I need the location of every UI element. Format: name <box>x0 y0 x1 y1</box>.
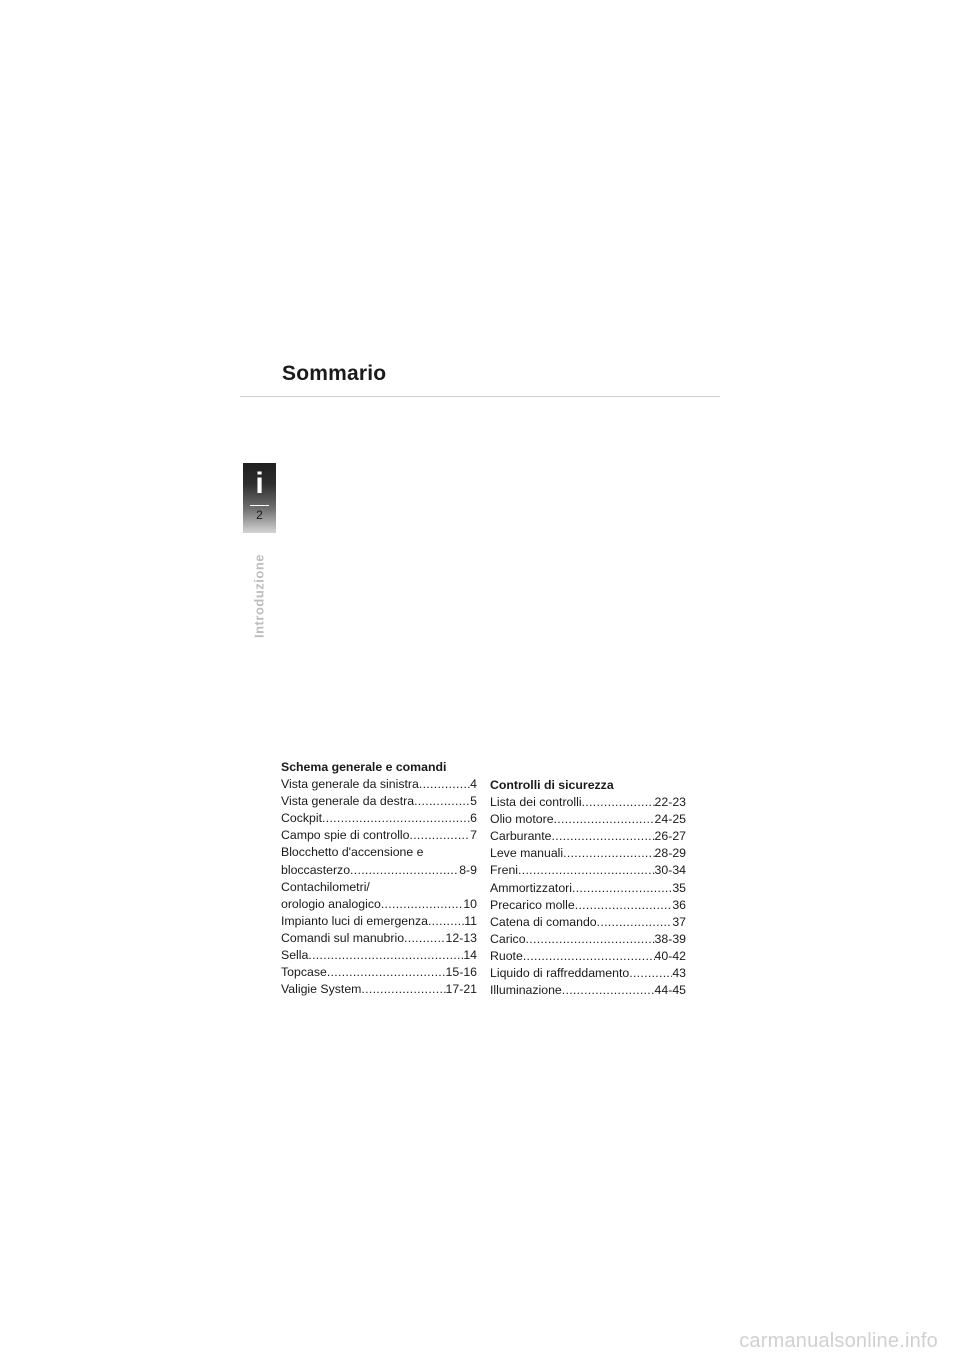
toc-leader-dots <box>419 776 470 793</box>
toc-leader-dots <box>414 793 470 810</box>
toc-entry-page: 43 <box>672 966 686 981</box>
toc-entry-label: Freni <box>490 863 519 878</box>
toc-entry-page: 14 <box>463 948 477 963</box>
toc-entry-label: Illuminazione <box>490 983 562 998</box>
toc-entry-label: Catena di comando <box>490 914 597 929</box>
toc-leader-dots <box>523 948 655 965</box>
toc-leader-dots <box>410 827 471 844</box>
toc-entry <box>490 880 686 897</box>
toc-entry <box>281 964 477 981</box>
toc-entry-page: 11 <box>464 913 477 928</box>
toc-leader-dots <box>554 811 655 828</box>
toc-leader-dots <box>327 964 446 981</box>
toc-entry-label: Carico <box>490 931 526 946</box>
toc-entry-label: Carburante <box>490 829 552 844</box>
toc-entry-page: 5 <box>470 794 477 809</box>
toc-leader-dots <box>562 982 655 999</box>
toc-entry-page: 26-27 <box>654 829 686 844</box>
toc-leader-dots <box>572 880 672 897</box>
toc-entry <box>281 793 477 810</box>
chapter-section-label: Introduzione <box>251 554 267 638</box>
toc-entry <box>490 982 686 999</box>
toc-entry-page: 30-34 <box>654 863 686 878</box>
toc-leader-dots <box>597 914 673 931</box>
toc-column-left <box>281 759 477 998</box>
toc-entry-label: Impianto luci di emergenza <box>281 913 428 928</box>
toc-entry-page: 38-39 <box>654 931 686 946</box>
toc-entry-label: Olio motore <box>490 812 554 827</box>
toc-entry-page: 10 <box>463 896 477 911</box>
toc-entry-text: Contachilometri/ <box>281 879 370 894</box>
toc-list <box>490 794 686 999</box>
toc-entry <box>281 896 477 913</box>
toc-entry-label: Liquido di raffreddamento <box>490 966 630 981</box>
toc-entry <box>490 862 686 879</box>
toc-column-right <box>490 777 686 999</box>
toc-entry-label: Campo spie di controllo <box>281 828 410 843</box>
toc-entry-page: 22-23 <box>654 795 686 810</box>
toc-entry <box>490 811 686 828</box>
chapter-tab <box>243 463 276 533</box>
toc-leader-dots <box>322 810 470 827</box>
toc-heading: Schema generale e comandi <box>281 760 447 774</box>
toc-leader-dots <box>563 845 654 862</box>
toc-entry <box>281 776 477 793</box>
toc-entry-page: 8-9 <box>459 862 477 877</box>
toc-entry-label: bloccasterzo <box>281 862 351 877</box>
toc-leader-dots <box>404 930 446 947</box>
toc-list <box>281 776 477 998</box>
toc-entry-label: Ruote <box>490 948 523 963</box>
toc-entry-page: 7 <box>470 828 477 843</box>
toc-leader-dots <box>582 794 655 811</box>
toc-entry <box>490 965 686 982</box>
toc-entry <box>490 931 686 948</box>
chapter-tab-divider <box>250 505 269 506</box>
toc-leader-dots <box>361 981 445 998</box>
toc-entry <box>490 948 686 965</box>
toc-entry-page: 17-21 <box>445 982 477 997</box>
toc-heading: Controlli di sicurezza <box>490 778 614 792</box>
toc-entry-label: Sella <box>281 948 309 963</box>
title-divider <box>240 396 720 397</box>
toc-entry <box>281 947 477 964</box>
toc-entry-page: 28-29 <box>654 846 686 861</box>
toc-entry-label: Ammortizzatori <box>490 880 572 895</box>
toc-leader-dots <box>629 965 672 982</box>
toc-entry-page: 6 <box>470 811 477 826</box>
toc-entry <box>490 897 686 914</box>
toc-entry-label: Comandi sul manubrio <box>281 930 405 945</box>
toc-entry-page: 4 <box>470 777 477 792</box>
toc-leader-dots <box>428 913 464 930</box>
toc-entry <box>490 794 686 811</box>
toc-entry-label: Topcase <box>281 965 327 980</box>
toc-entry-label: Cockpit <box>281 811 323 826</box>
toc-entry-label: Leve manuali <box>490 846 564 861</box>
toc-entry <box>281 862 477 879</box>
toc-entry <box>281 913 477 930</box>
toc-entry-label: Vista generale da destra <box>281 794 415 809</box>
toc-entry <box>281 981 477 998</box>
toc-entry-label: Lista dei controlli <box>490 795 582 810</box>
toc-entry-label: Vista generale da sinistra <box>281 777 419 792</box>
toc-leader-dots <box>552 828 655 845</box>
toc-entry-page: 44-45 <box>654 983 686 998</box>
toc-leader-dots <box>350 862 459 879</box>
toc-entry <box>490 828 686 845</box>
page-number: 2 <box>256 508 263 522</box>
toc-entry-page: 15-16 <box>445 965 477 980</box>
toc-entry-page: 36 <box>672 897 686 912</box>
toc-entry-label: Valigie System <box>281 982 362 997</box>
toc-entry <box>490 845 686 862</box>
toc-entry <box>281 810 477 827</box>
page-title: Sommario <box>282 362 387 385</box>
chapter-letter-icon: i <box>255 467 264 500</box>
toc-entry <box>281 930 477 947</box>
toc-entry-page: 12-13 <box>445 930 477 945</box>
toc-entry-text: Blocchetto d'accensione e <box>281 845 424 860</box>
toc-entry-label: Precarico molle <box>490 897 575 912</box>
toc-leader-dots <box>518 862 655 879</box>
toc-leader-dots <box>308 947 463 964</box>
toc-entry <box>281 827 477 844</box>
toc-leader-dots <box>526 931 655 948</box>
watermark: carmanualsonline.info <box>739 1330 938 1352</box>
toc-leader-dots <box>575 897 673 914</box>
toc-entry-page: 24-25 <box>654 812 686 827</box>
toc-entry-page: 37 <box>672 914 686 929</box>
toc-entry-label: orologio analogico <box>281 896 381 911</box>
toc-entry-page: 40-42 <box>654 948 686 963</box>
toc-entry <box>490 914 686 931</box>
toc-leader-dots <box>381 896 463 913</box>
toc-entry-page: 35 <box>672 880 686 895</box>
